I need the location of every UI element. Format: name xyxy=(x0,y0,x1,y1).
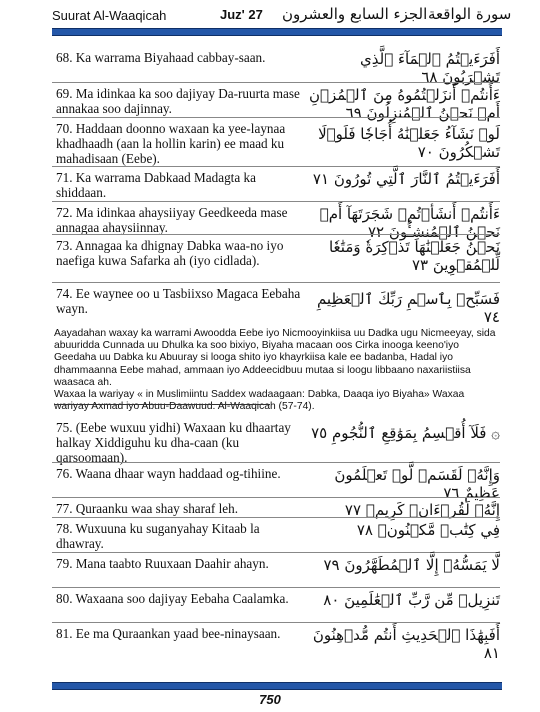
divider xyxy=(52,552,500,553)
verse-text: 79. Mana taabto Ruuxaan Daahir ahayn. xyxy=(56,556,269,571)
verse-arabic: أَفَرَءَيۡتُمُ ٱلنَّارَ ٱلَّتِي تُورُونَ ٧١ xyxy=(312,170,500,188)
commentary-rule xyxy=(54,404,270,405)
page-header xyxy=(0,4,540,30)
verse-75 xyxy=(52,420,500,466)
footer-rule xyxy=(52,682,502,690)
commentary xyxy=(54,328,500,413)
verse-81 xyxy=(52,626,500,662)
divider xyxy=(52,517,500,518)
verse-text: 68. Ka warrama Biyahaad cabbay-saan. xyxy=(56,50,266,65)
commentary-paragraph: Waxaa la wariyay « in Muslimiintu Saddex wadaagaan: Dabka, Daaqa iyo Biyaha» Waxaa wariyay Axmad iyo Abuu-Daawuud. Al-Waaqicah (57-74). xyxy=(54,389,465,413)
divider xyxy=(52,82,500,83)
header-rule xyxy=(52,28,502,36)
verse-80 xyxy=(52,591,500,621)
verse-text: 76. Waana dhaar wayn haddaad og-tihiine. xyxy=(56,466,281,481)
verse-text: 80. Waxaana soo dajiyay Eebaha Caalamka. xyxy=(56,591,289,606)
verse-73 xyxy=(52,238,500,283)
divider xyxy=(52,622,500,623)
verse-arabic: تَنزِيلٞ مِّن رَّبِّ ٱلۡعَٰلَمِينَ ٨٠ xyxy=(323,591,500,609)
surah-arabic: سورة الواقعة xyxy=(428,5,512,23)
divider xyxy=(52,166,500,167)
surah-title: Suurat Al-Waaqicah xyxy=(52,8,167,23)
juz-arabic: الجزء السابع والعشرون xyxy=(282,5,428,23)
verse-79 xyxy=(52,556,500,586)
verse-arabic: إِنَّهُۥ لَقُرۡءَانٞ كَرِيمٞ ٧٧ xyxy=(344,501,500,519)
verse-69 xyxy=(52,86,500,122)
verse-74 xyxy=(52,286,500,326)
verse-arabic: نَحۡنُ جَعَلۡنَٰهَا تَذۡكِرَةٗ وَمَتَٰعٗا لِّلۡمُقۡوِينَ ٧٣ xyxy=(328,238,500,274)
page-number: 750 xyxy=(259,692,281,707)
verse-arabic: ءَأَنتُمۡ أَنزَلۡتُمُوهُ مِنَ ٱلۡمُزۡنِ أَمۡ نَحۡنُ ٱلۡمُنزِلُونَ ٦٩ xyxy=(309,86,500,122)
verse-text: 69. Ma idinkaa ka soo dajiyay Da-ruurta mase annakaa soo dajinnay. xyxy=(56,86,300,116)
verse-text: 70. Haddaan doonno waxaan ka yee-laynaa khadhaadh (aan la hollin karin) ee maad ku mahadisaan (Eebe). xyxy=(56,121,286,166)
verse-78 xyxy=(52,521,500,551)
divider xyxy=(52,497,500,498)
verse-arabic: فِي كِتَٰبٖ مَّكۡنُونٖ ٧٨ xyxy=(356,521,500,539)
divider xyxy=(52,234,500,235)
verse-arabic: لَوۡ نَشَآءُ جَعَلۡنَٰهُ أُجَاجٗا فَلَوۡلَا تَشۡكُرُونَ ٧٠ xyxy=(318,125,500,161)
verse-text: 74. Ee waynee oo u Tasbiixso Magaca Eebaha wayn. xyxy=(56,286,301,316)
divider xyxy=(52,201,500,202)
verse-72 xyxy=(52,205,500,241)
divider xyxy=(52,117,500,118)
verse-text: 78. Wuxuuna ku suganyahay Kitaab la dhawray. xyxy=(56,521,260,551)
verse-text: 73. Annagaa ka dhignay Dabka waa-no iyo naefiga kuwa Safarka ah (iyo cidlada). xyxy=(56,238,284,268)
verse-68 xyxy=(52,50,500,86)
verse-71 xyxy=(52,170,500,200)
verse-70 xyxy=(52,121,500,166)
verse-text: 71. Ka warrama Dabkaad Madagta ka shiddaan. xyxy=(56,170,256,200)
verse-arabic: وَإِنَّهُۥ لَقَسَمٞ لَّوۡ تَعۡلَمُونَ عَظِيمٌ ٧٦ xyxy=(334,466,500,502)
verse-text: 81. Ee ma Quraankan yaad bee-ninaysaan. xyxy=(56,626,281,641)
verse-arabic: أَفَرَءَيۡتُمُ ٱلۡمَآءَ ٱلَّذِي تَشۡرَبُونَ ٦٨ xyxy=(360,50,500,86)
verse-arabic: فَسَبِّحۡ بِٱسۡمِ رَبِّكَ ٱلۡعَظِيمِ ٧٤ xyxy=(316,290,500,326)
divider xyxy=(52,587,500,588)
verse-text: 72. Ma idinkaa ahaysiiyay Geedkeeda mase annagaa ahaysiinnay. xyxy=(56,205,288,235)
verse-76 xyxy=(52,466,500,502)
juz-label: Juz' 27 xyxy=(220,7,263,22)
verse-arabic: ۞ فَلَآ أُقۡسِمُ بِمَوَٰقِعِ ٱلنُّجُومِ ٧٥ xyxy=(311,424,500,442)
divider xyxy=(52,462,500,463)
verse-text: 77. Quraanku waa shay sharaf leh. xyxy=(56,501,238,516)
verse-arabic: أَفَبِهَٰذَا ٱلۡحَدِيثِ أَنتُم مُّدۡهِنُونَ ٨١ xyxy=(312,626,500,662)
verse-text: 75. (Eebe wuxuu yidhi) Waxaan ku dhaartay halkay Xiddiguhu ku dha-caan (ku qarsoomaan). xyxy=(56,420,291,465)
commentary-paragraph: Aayadahan waxay ka warrami Awoodda Eebe iyo Nicmooyinkiisa uu Dadka ugu Nicmeeyay, sida abuuridda Cunnada uu Dhulka ka soo bixiyo, Biyaha macaan oos Cirka inooga keeno'iyo Geedaha uu Dabka ku Abuuray si looga shito iyo khayrkiisa kale ee badanba, Hadal iyo dhammaanna Eebe mahad, ammaan iyo Addeecidbuu mutaa si loogu libbaano naxariistiisa waasaca ah. xyxy=(54,328,496,388)
verse-arabic: ءَأَنتُمۡ أَنشَأۡتُمۡ شَجَرَتَهَآ أَمۡ نَحۡنُ ٱلۡمُنشِـُٔونَ ٧٢ xyxy=(319,205,500,241)
verse-arabic: لَّا يَمَسُّهُۥٓ إِلَّا ٱلۡمُطَهَّرُونَ ٧٩ xyxy=(323,556,500,574)
divider xyxy=(52,282,500,283)
